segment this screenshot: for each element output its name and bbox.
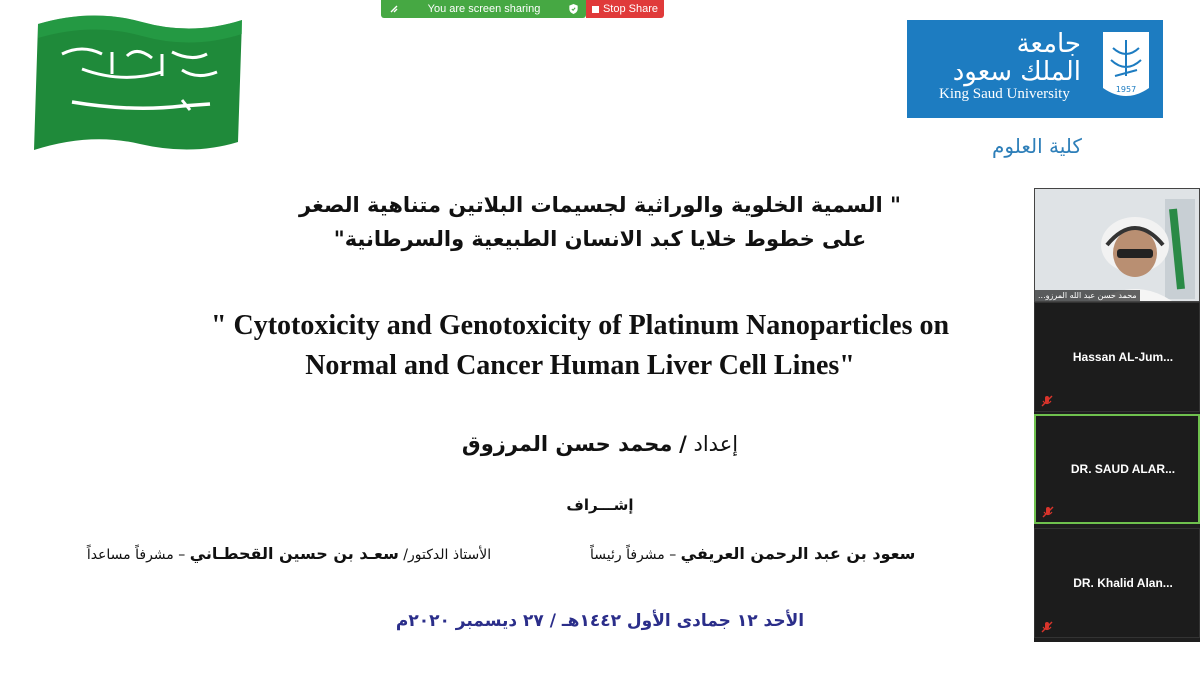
- logo-arabic-text: جامعة الملك سعود: [952, 29, 1081, 87]
- sharing-status-text: You are screen sharing: [427, 3, 541, 15]
- prepared-by: [380, 432, 820, 456]
- shield-icon[interactable]: [569, 4, 578, 14]
- stop-share-label: Stop Share: [602, 3, 659, 15]
- logo-english-text: King Saud University: [939, 86, 1070, 102]
- main-supervisor: سعود بن عبد الرحمن العريفي – مشرفاً رئيساً: [590, 544, 916, 563]
- prepared-label: إعداد: [693, 432, 739, 456]
- presentation-date: الأحد ١٢ جمادى الأول ١٤٤٢هـ / ٢٧ ديسمبر ٢٠٢٠م: [395, 611, 805, 631]
- prepared-separator: /: [679, 432, 687, 456]
- share-grip-icon[interactable]: [389, 4, 399, 14]
- muted-mic-icon: [1042, 506, 1054, 518]
- supervision-heading: إشـــراف: [566, 496, 634, 514]
- muted-mic-icon: [1041, 621, 1053, 633]
- co-supervisor: الأستاذ الدكتور/ سعـد بن حسين القحطـاني – مشرفاً مساعداً: [86, 544, 492, 563]
- saudi-flag-image: [32, 14, 246, 154]
- university-emblem-icon: [1101, 30, 1151, 106]
- sharing-status-strip[interactable]: [381, 0, 586, 18]
- participant-name: Hassan AL-Jum...: [1072, 350, 1174, 364]
- participants-panel: [1034, 188, 1200, 642]
- participant-video-tile[interactable]: [1034, 188, 1200, 302]
- participant-name: DR. Khalid Alan...: [1073, 576, 1173, 590]
- stop-share-button[interactable]: [586, 0, 664, 18]
- participant-tile[interactable]: [1034, 302, 1200, 412]
- arabic-thesis-title: " السمية الخلوية والوراثية لجسيمات البلاتين متناهية الصغر على خطوط خلايا كبد الانسان الطبيعية والسرطانية": [299, 193, 901, 251]
- university-logo: [907, 20, 1163, 118]
- participant-tile-active-speaker[interactable]: [1034, 414, 1200, 524]
- participant-video-image: [1035, 189, 1200, 302]
- participant-name: DR. SAUD ALAR...: [1070, 462, 1176, 476]
- college-name: كلية العلوم: [992, 134, 1082, 158]
- student-name: محمد حسن المرزوق: [461, 432, 673, 456]
- stop-icon: [592, 6, 599, 13]
- logo-year: 1957: [1115, 85, 1137, 94]
- participant-tile[interactable]: [1034, 528, 1200, 638]
- muted-mic-icon: [1041, 395, 1053, 407]
- english-thesis-title: " Cytotoxicity and Genotoxicity of Platinum Nanoparticles on Normal and Cancer Human Liver Cell Lines": [210, 310, 950, 381]
- participant-video-name: محمد حسن عبد الله المرزو...: [1035, 290, 1140, 301]
